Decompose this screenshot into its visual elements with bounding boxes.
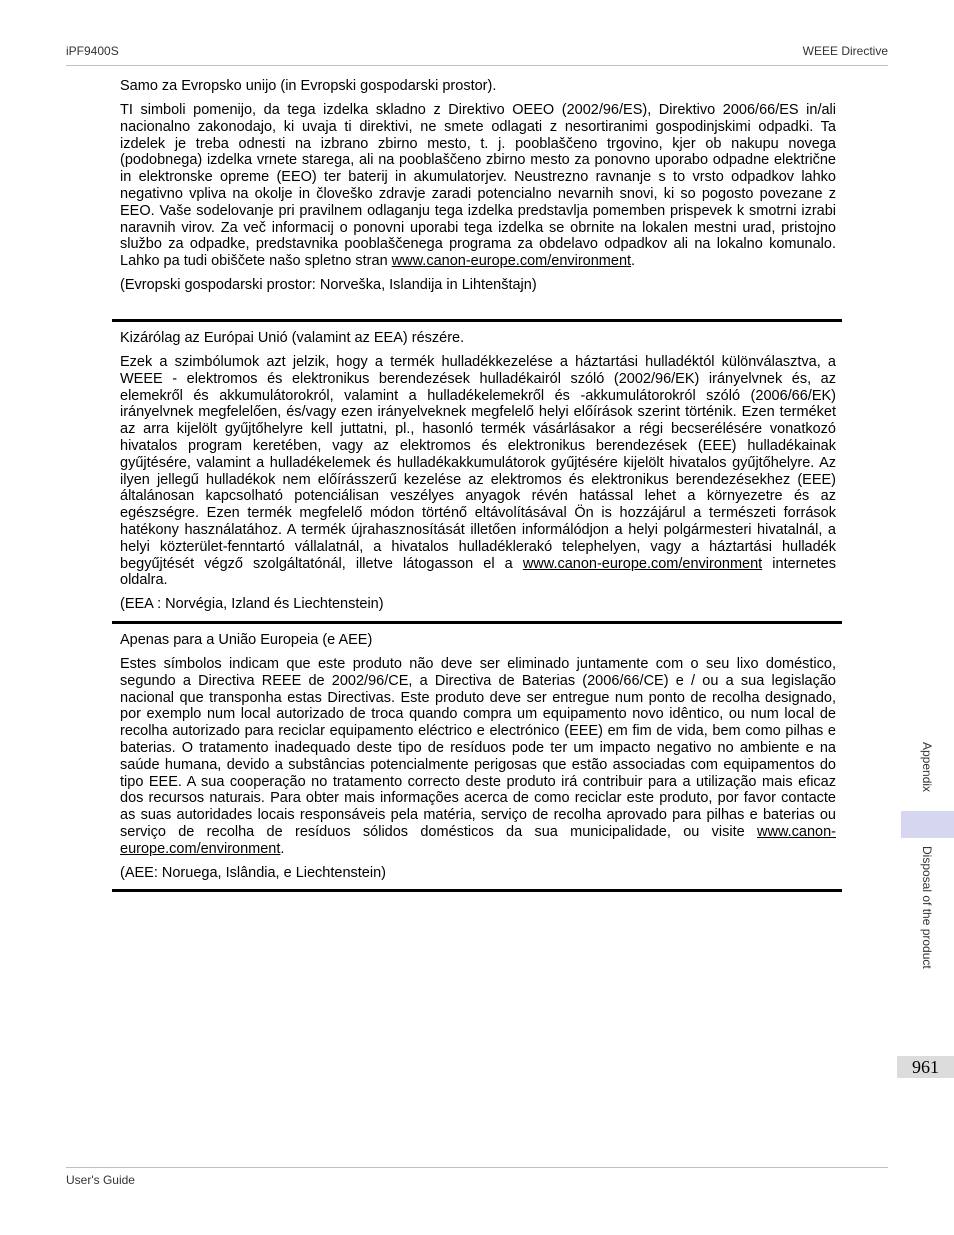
environment-link[interactable]: www.canon-europe.com/environment [522,555,763,572]
section-divider [112,889,842,892]
footer-divider [66,1167,888,1168]
region-note: (AEE: Noruega, Islândia, e Liechtenstein) [120,864,386,881]
region-note: (EEA : Norvégia, Izland és Liechtenstein) [120,596,384,613]
sidebar-tab-appendix[interactable]: Appendix [920,742,934,793]
section-portuguese [120,632,836,882]
region-note: (Evropski gospodarski prostor: Norveška, Islandija in Lihtenštajn) [120,276,537,293]
environment-link[interactable]: www.canon-europe.com/environment [120,823,837,857]
after-link-text: . [631,253,636,270]
section-heading: Samo za Evropsko unijo (in Evropski gospodarski prostor). [120,78,497,94]
after-link-text: internetes oldalra. [120,555,836,589]
section-divider [112,319,842,322]
section-heading: Kizárólag az Európai Unió (valamint az EEA) részére. [120,330,465,346]
header-right: WEEE Directive [802,44,888,58]
section-heading: Apenas para a União Europeia (e AEE) [120,632,373,648]
section-divider [112,621,842,624]
section-body [120,102,836,270]
body-text: Estes símbolos indicam que este produto não deve ser eliminado juntamente com o seu lixo doméstico, segundo a Directiva REEE de 2002/96/CE, a Directiva de Baterias (2006/66/CE) e / ou a sua legislação nacional que transponha estas Directivas. Este produto deve ser entregue num ponto de recolha designado, por exemplo num local autorizado de troca quando compra um equipamento novo idêntico, ou num local de recolha autorizado para reciclar equipamento eléctrico e electrónico (EEE) em fim de vida, bem como pilhas e baterias. O tratamento inadequado deste tipo de resíduos pode ter um impacto negativo no ambiente e na saúde humana, devido a substâncias potencialmente perigosas que estão associadas com equipamentos do tipo EEE. A sua cooperação no tratamento correcto deste produto irá contribuir para a utilização mais eficaz dos recursos naturais. Para obter mais informações acerca de como reciclar este produto, por favor contacte as suas autoridades locais responsáveis pela matéria, serviço de recolha aprovado para pilhas e baterias ou serviço de recolha de resíduos sólidos domésticos da sua municipalidade, ou visite [120,656,836,840]
body-text: TI simboli pomenijo, da tega izdelka skladno z Direktivo OEEO (2002/96/ES), Direktivo 2006/66/ES in/ali nacionalno zakonodajo, ki uvaja ti direktivi, ne smete odlagati z nesortiranimi gospodinjskimi odpadki. Ta izdelek je treba odnesti na izbrano zbirno mesto, t. j. pooblaščeno trgovino, kjer ob nakupu novega (podobnega) izdelka vrnete starega, ali na pooblaščeno zbirno mesto za ponovno uporabo odpadne električne in elektronske opreme (EEO) ter baterij in akumulatorjev. Neustrezno ravnanje s to vrsto odpadkov lahko negativno vpliva na okolje in človeško zdravje zaradi potencialno nevarnih snovi, ki so pogosto povezane z EEO. Vaše sodelovanje pri pravilnem odlaganju tega izdelka predstavlja pomemben prispevek k smotrni izrabi naravnih virov. Za več informacij o ponovni uporabi tega izdelka se obrnite na lokalen mestni urad, pristojno službo za odpadke, predstavnika pooblaščenega programa za obdelavo odpadkov ali na lokalno komunalo. Lahko pa tudi obiščete našo spletno stran [120,102,836,270]
header-left: iPF9400S [66,44,119,58]
environment-link[interactable]: www.canon-europe.com/environment [391,253,632,270]
header-divider [66,65,888,66]
section-hungarian [120,330,836,613]
sidebar-tab-disposal[interactable]: Disposal of the product [920,846,934,969]
section-slovenian [120,78,836,294]
sidebar-highlight [901,811,954,838]
page-number: 961 [897,1056,954,1078]
after-link-text: . [280,840,285,857]
body-text: Ezek a szimbólumok azt jelzik, hogy a termék hulladékkezelése a háztartási hulladéktól különválasztva, a WEEE - elektromos és elektronikus berendezések hulladékairól szóló (2002/96/EK) irányelvnek és, az elemekről és akkumulátorokról, valamint a hulladékelemekről és -akkumulátorokról szóló (2006/66/EK) irányelvnek megfelelően, és/vagy ezen irányelveknek megfelelő helyi előírások szerint történik. Ezen terméket az arra kijelölt gyűjtőhelyre kell juttatni, pl., hasonló termék vásárlásakor a régi becserélésére vonatkozó hivatalos program keretében, vagy az elektromos és elektronikus berendezések (EEE) hulladékainak gyűjtésére, valamint a hulladékelemek és hulladékakkumulátorok gyűjtésére kijelölt hivatalos gyűjtőhelyre. Az ilyen jellegű hulladékok nem előírásszerű kezelése az elektromos és elektronikus berendezésekhez (EEE) általánosan kapcsolható potenciálisan veszélyes anyagok révén hatással lehet a környezetre és az egészségre. Ezen termék megfelelő módon történő eltávolításával Ön is hozzájárul a természeti források hatékony használatához. A termék újrahasznosítását illetően informálódjon a helyi polgármesteri hivatalnál, a helyi közterület-fenntartó vállalatnál, a hivatalos hulladéklerakó telephelyen, vagy a háztartási hulladék begyűjtését végző szolgáltatónál, illetve látogasson el a [120,354,836,572]
footer-left: User's Guide [66,1173,135,1187]
section-body [120,354,836,589]
section-body [120,656,836,858]
